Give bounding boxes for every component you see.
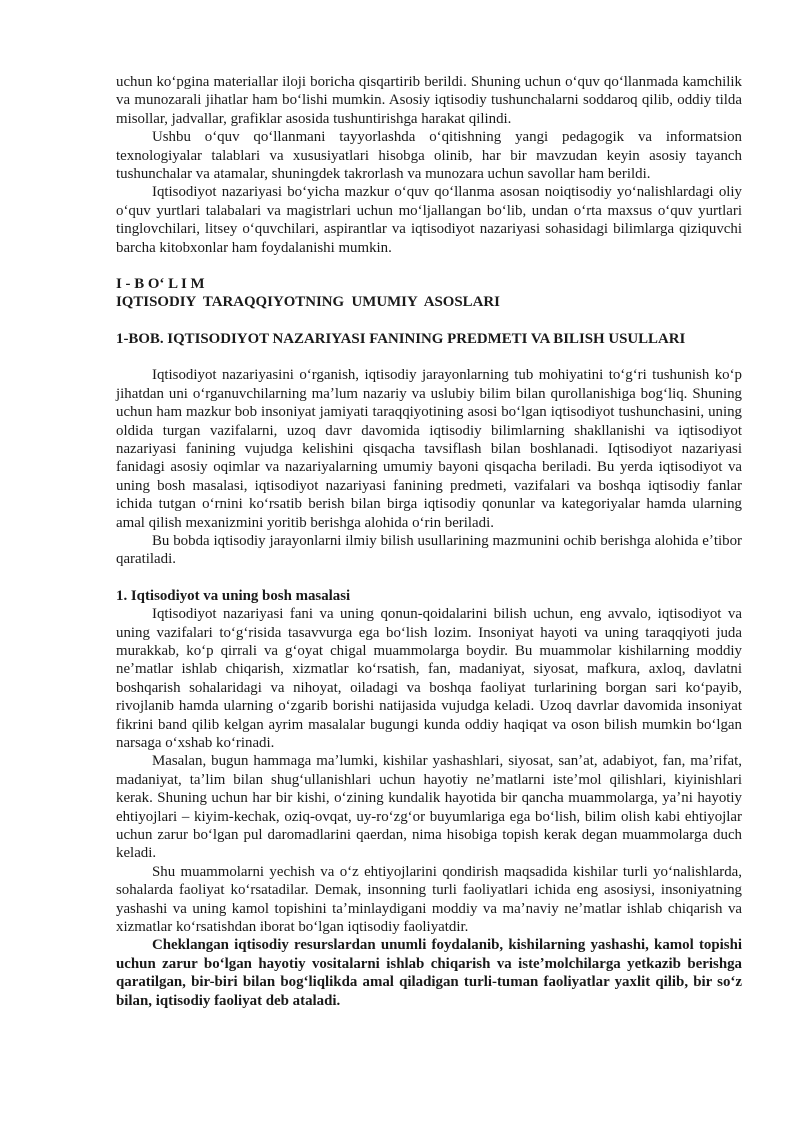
part-label: I - B O‘ L I M — [116, 276, 205, 293]
chapter-paragraph-1: Iqtisodiyot nazariyasini oʻrganish, iqtisodiy jarayonlarning tub mohiyatini toʻgʻri tushunish koʻp jihatdan uni oʻrganuvchilarning maʼlum nazariy va uslubiy bilim bilan qurollanishiga bogʻliq. Shuning uchun ham mazkur bob insoniyat jamiyati taraqqiyotining asosi boʻlgan iqtisodiyot tushunchasini, uning oldida turgan vazifalarni, uzoq davr davomida iqtisodiy bilimlarning shakllanishi va iqtisodiyot nazariyasi fanining vujudga kelishini qisqacha tavsiflash bilan boshlanadi. Iqtisodiyot nazariyasi fanidagi asosiy oqimlar va nazariyalarning umumiy bayoni qisqacha beriladi. Bu yerda iqtisodiyot va uning bosh masalasi, iqtisodiyot nazariyasi fanining predmeti, vazifalari va boshqa iqtisodiy fanlar ichida tutgan oʻrnini koʻrsatib berish bilan birga iqtisodiy qonunlar va kategoriyalar hamda ularning amal qilish mexanizmini yoritib berishga alohida oʻrin beriladi. — [116, 367, 742, 531]
part-title: IQTISODIY TARAQQIYOTNING UMUMIY ASOSLARI — [116, 294, 500, 311]
section-paragraph-2: Masalan, bugun hammaga maʼlumki, kishilar yashashlari, siyosat, sanʼat, adabiyot, fan, maʼrifat, madaniyat, taʼlim bilan shugʻullanishlari uchun hayotiy neʼmatlarni isteʼmol qilishlari, kiyinishlari kerak. Shuning uchun har bir kishi, oʻzining kundalik hayotida bir qancha muammolarga, yaʼni hayotiy ehtiyojlari – kiyim-kechak, oziq-ovqat, uy-roʻzgʻor buyumlariga ega boʻlish, bilim olish kabi ehtiyojlar uchun zarur boʻlgan pul daromadlarini qaerdan, nima hisobiga topish kerak degan muammolarga duch keladi. — [116, 753, 742, 862]
definition-paragraph: Cheklangan iqtisodiy resurslardan unumli foydalanib, kishilarning yashashi, kamol topishi uchun zarur boʻlgan hayotiy vositalarni ishlab chiqarish va isteʼmolchilarga yetkazib berishga qaratilgan, bir-biri bilan bogʻliqlikda amal qiladigan turli-tuman faoliyatlar yaxlit qilib, bir soʻz bilan, iqtisodiy faoliyat deb ataladi. — [116, 937, 742, 1009]
document-page — [116, 73, 742, 1010]
section-paragraph-3: Shu muammolarni yechish va oʻz ehtiyojlarini qondirish maqsadida kishilar turli yoʻnalishlarda, sohalarda faoliyat koʻrsatadilar. Demak, insonning turli faoliyatlari ichida eng asosiysi, insoniyatning yashashi va uning kamol topishini taʼminlaydigani moddiy va maʼnaviy neʼmatlar ishlab chiqarish va xizmatlar koʻrsatishdan iborat boʻlgan iqtisodiy faoliyatdir. — [116, 863, 742, 936]
chapter-paragraph-2: Bu bobda iqtisodiy jarayonlarni ilmiy bilish usullarining mazmunini ochib berishga alohida eʼtibor qaratiladi. — [116, 532, 742, 568]
intro-paragraph-2: Ushbu oʻquv qoʻllanmani tayyorlashda oʻqitishning yangi pedagogik va informatsion texnologiyalar talablari va xususiyatlari hisobga olinib, har bir mavzudan keyin asosiy tayanch tushunchalar va atamalar, shuningdek takrorlash va munozara uchun savollar ham berildi. — [116, 129, 742, 183]
section-paragraph-1: Iqtisodiyot nazariyasi fani va uning qonun-qoidalarini bilish uchun, eng avvalo, iqtisodiyot va uning vazifalari toʻgʻrisida tasavvurga ega boʻlish lozim. Insoniyat hayoti va uning taraqqiyoti juda murakkab, koʻp qirrali va gʻoyat chigal muammolarga boydir. Bu muammolar kishilarning moddiy neʼmatlar ishlab chiqarish, xizmatlar koʻrsatish, fan, madaniyat, siyosat, mafkura, axloq, davlatni boshqarish sohalaridagi va nihoyat, oiladagi va boshqa faoliyat turlarining borgan sari koʻpayib, rivojlanib hamda ularning oʻzgarib borishi natijasida vujudga keladi. Uzoq davrlar davomida insoniyat fikrini band qilib kelgan ayrim masalalar bugungi kunda oddiy haqiqat va oson bilish mumkin boʻlgan narsaga oʻxshab koʻrinadi. — [116, 606, 742, 751]
part-heading — [116, 275, 742, 312]
intro-paragraph-3: Iqtisodiyot nazariyasi boʻyicha mazkur oʻquv qoʻllanma asosan noiqtisodiy yoʻnalishlardagi oliy oʻquv yurtlari talabalari va magistrlari uchun moʻljallangan boʻlib, undan oʻrta maxsus oʻquv yurtlari tinglovchilari, litsey oʻquvchilari, aspirantlar va iqtisodiyot nazariyasi sohasidagi bilimlarga qiziquvchi barcha kitobxonlar ham foydalanishi mumkin. — [116, 184, 742, 256]
section-title: 1. Iqtisodiyot va uning bosh masalasi — [116, 587, 351, 604]
intro-paragraph-1: uchun koʻpgina materiallar iloji boricha qisqartirib berildi. Shuning uchun oʻquv qoʻllanmada kamchilik va munozarali jihatlar ham boʻlishi mumkin. Asosiy iqtisodiy tushunchalarni soddaroq qilib, oddiy tilda misollar, jadvallar, grafiklar asosida tushuntirishga harakat qilindi. — [116, 74, 742, 127]
chapter-title: 1-BOB. IQTISODIYOT NAZARIYASI FANINING PREDMETI VA BILISH USULLARI — [116, 330, 686, 347]
